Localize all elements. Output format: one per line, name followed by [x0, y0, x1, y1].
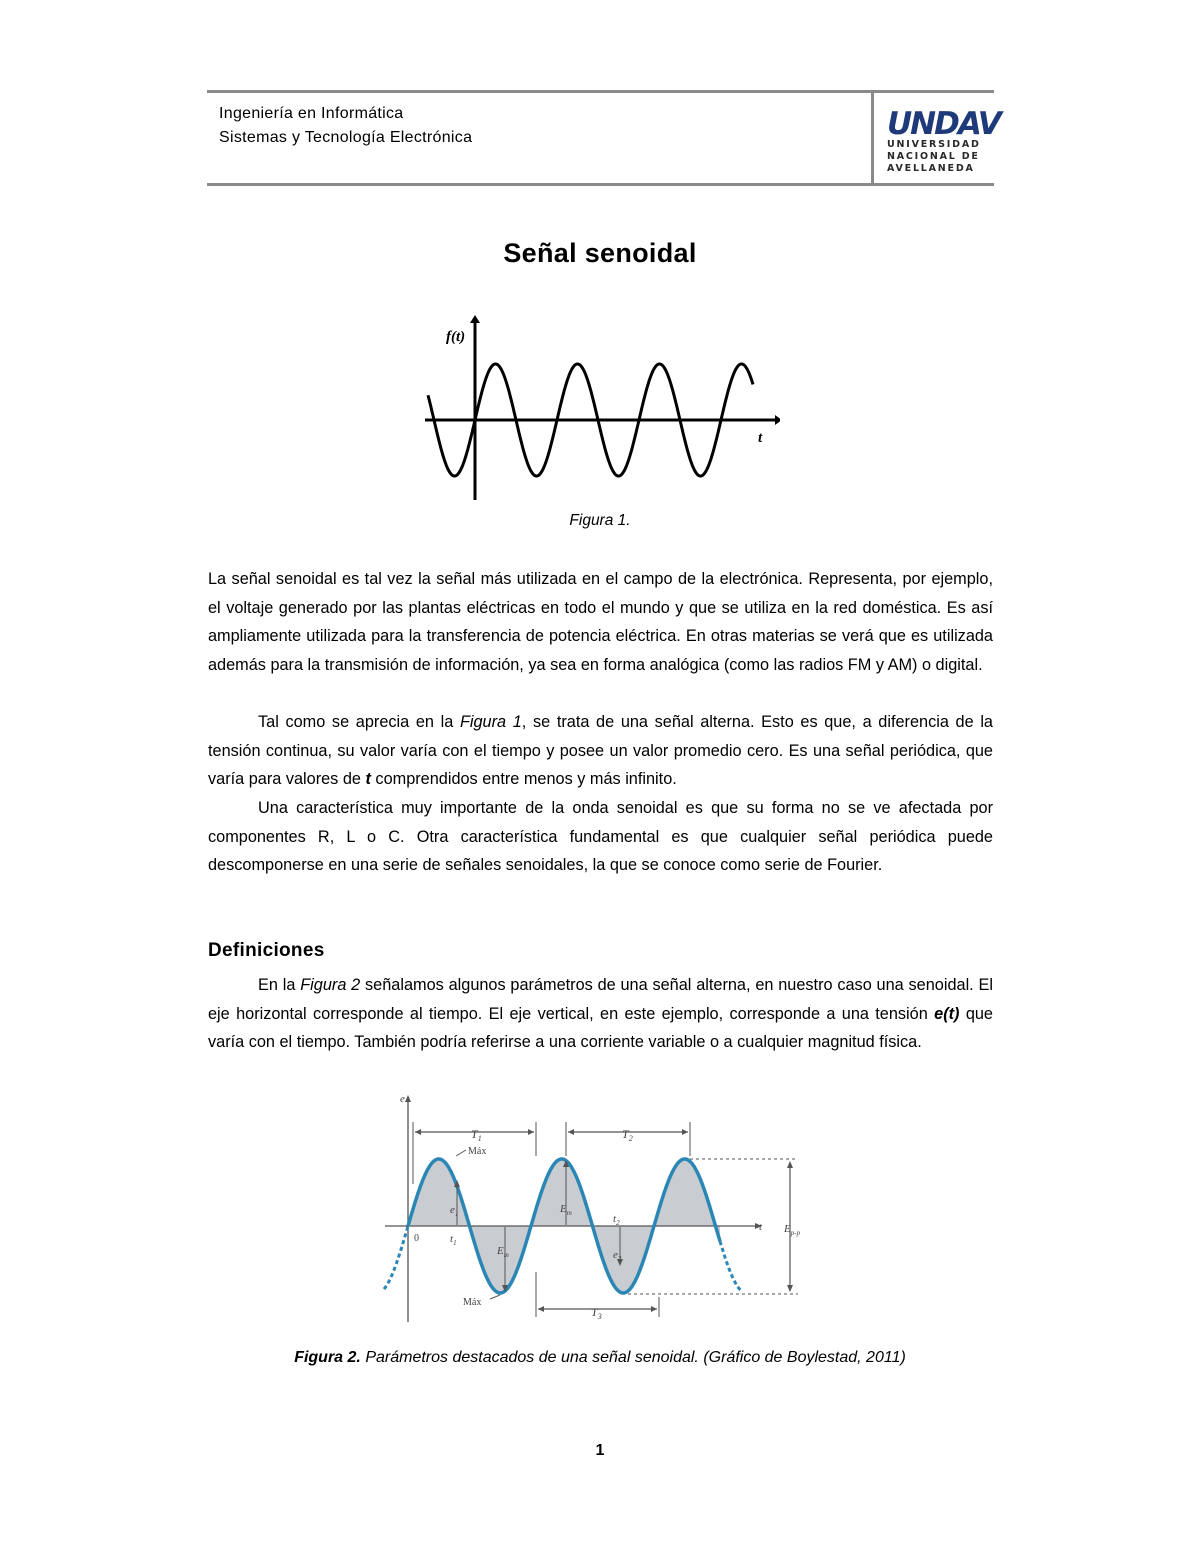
- logo-mark: UNDAV: [887, 106, 1000, 142]
- text-run: Tal como se aprecia en la: [258, 713, 460, 731]
- paragraph-intro: La señal senoidal es tal vez la señal más utilizada en el campo de la electrónica. Representa, por ejemplo, el voltaje generado por las plantas eléctricas en todo el mundo y que se utiliza en la red doméstica. Es así ampliamente utilizada para la transferencia de potencia eléctrica. En otras materias se verá que es utilizada además para la transmisión de información, ya sea en forma analógica (como las radios FM y AM) o digital.: [208, 570, 993, 674]
- figure-2-caption: [0, 1349, 1200, 1367]
- figure-2-reference: Figura 2: [300, 976, 361, 994]
- fig2-e1-subscript: 1: [454, 1210, 459, 1218]
- text-run: comprendidos entre menos y más infinito.: [370, 770, 677, 789]
- header-subject: Sistemas y Tecnología Electrónica: [219, 129, 473, 146]
- fig2-label-T3: [591, 1305, 602, 1321]
- fig1-x-arrow: [775, 415, 780, 425]
- fig2-Em-bottom-subscript: m: [503, 1251, 509, 1259]
- page-title: Señal senoidal: [503, 238, 697, 268]
- logo-line-2: NACIONAL DE: [887, 151, 980, 162]
- fig2-y-arrow: [405, 1095, 411, 1102]
- fig2-label-max-top: Máx: [468, 1146, 487, 1157]
- fig2-label-max-bottom: Máx: [463, 1297, 482, 1308]
- fig2-t1-arrow-l: [415, 1129, 421, 1135]
- text-run: En la: [258, 976, 301, 994]
- header-divider: [871, 93, 874, 183]
- paragraph-fourier: Una característica muy importante de la onda senoidal es que su forma no se ve afectada por componentes R, L o C. Otra característica fundamental es que cualquier señal periódica puede descomponerse en una serie de señales senoidales, la que se conoce como serie de Fourier.: [208, 799, 993, 875]
- figure-1-sine-plot: [420, 315, 780, 505]
- fig2-epp-arrow-t: [787, 1161, 793, 1168]
- fig1-y-arrow: [470, 315, 480, 323]
- fig2-e1-symbol: e: [450, 1204, 455, 1216]
- fig2-t2-arrow-r: [682, 1129, 688, 1135]
- fig2-label-t: t: [759, 1221, 763, 1233]
- university-logo: [887, 106, 1000, 174]
- fig2-label-e: e: [400, 1093, 405, 1105]
- fig2-e2-symbol: e: [613, 1249, 618, 1261]
- fig2-label-t1: [450, 1233, 457, 1247]
- figure-2-caption-label: Figura 2.: [294, 1349, 361, 1366]
- fig2-t3-arrow-r: [651, 1306, 657, 1312]
- fig2-T3-subscript: 3: [597, 1312, 602, 1321]
- page-header: [207, 90, 1000, 186]
- logo-line-3: AVELLANEDA: [887, 163, 975, 174]
- fig2-T1-subscript: 1: [477, 1134, 482, 1143]
- logo-line-1: UNIVERSIDAD: [887, 139, 981, 150]
- fig2-label-T1: [471, 1127, 482, 1143]
- fig1-y-label: f(t): [446, 329, 466, 345]
- fig2-label-T2: [622, 1127, 633, 1143]
- fig1-x-label: t: [758, 430, 763, 446]
- page-number: 1: [595, 1442, 605, 1459]
- fig2-label-Epp: [783, 1223, 801, 1237]
- fig2-t3-arrow-l: [538, 1306, 544, 1312]
- figure-2-sine-parameters: [370, 1092, 830, 1332]
- fig2-T1-symbol: T: [471, 1127, 478, 1141]
- fig2-T2-subscript: 2: [628, 1134, 633, 1143]
- fig2-label-zero: 0: [414, 1233, 419, 1244]
- fig2-dashed-left: [384, 1226, 408, 1289]
- figure-1-reference: Figura 1: [459, 713, 522, 731]
- variable-t: t: [365, 770, 371, 789]
- fig2-Em-bottom-symbol: E: [497, 1245, 504, 1257]
- paragraph-definiciones: [208, 971, 993, 1057]
- text-run: señalamos algunos parámetros de una señal alterna, en nuestro caso una senoidal. El eje horizontal corresponde al tiempo. El eje vertical, en este ejemplo, corresponde a una tensión: [208, 976, 993, 1023]
- paragraph-alterna: [208, 708, 993, 794]
- fig2-Epp-subscript: p-p: [790, 1229, 801, 1237]
- fig2-t1-subscript: 1: [453, 1239, 457, 1247]
- fig2-Epp-symbol: E: [784, 1223, 791, 1235]
- fig2-Em-top-symbol: E: [560, 1203, 567, 1215]
- header-course: Ingeniería en Informática: [219, 105, 404, 122]
- fig2-t2-symbol: t: [613, 1213, 617, 1225]
- fig2-dashed-right: [720, 1241, 742, 1291]
- text-run: , se trata de una señal alterna. Esto es que, a diferencia de la tensión continua, su valor varía con el tiempo y posee un valor promedio cero. Es una señal periódica, que varía para valores de: [208, 713, 993, 789]
- section-heading: Definiciones: [208, 940, 325, 961]
- fig2-e2-subscript: 2: [617, 1255, 622, 1263]
- fig2-Em-top-subscript: m: [566, 1209, 572, 1217]
- fig2-t1-arrow-r: [528, 1129, 534, 1135]
- figure-2-caption-text: Parámetros destacados de una señal senoidal. (Gráfico de Boylestad, 2011): [360, 1349, 906, 1366]
- figure-1-caption: Figura 1.: [569, 512, 631, 529]
- text-run: que varía con el tiempo. También podría referirse a una corriente variable o a cualquier magnitud física.: [208, 1004, 993, 1052]
- fig2-t1-symbol: t: [450, 1233, 454, 1245]
- fig2-t2-subscript: 2: [616, 1219, 620, 1227]
- fig2-max-bottom-leader: [490, 1295, 500, 1299]
- fig2-label-t2: [613, 1213, 620, 1227]
- fig2-max-top-leader: [456, 1150, 466, 1156]
- variable-e-t: e(t): [934, 1004, 960, 1023]
- fig2-T2-symbol: T: [622, 1127, 629, 1141]
- fig2-t2-arrow-l: [568, 1129, 574, 1135]
- fig2-epp-arrow-b: [787, 1285, 793, 1292]
- fig2-T3-symbol: T: [591, 1305, 598, 1319]
